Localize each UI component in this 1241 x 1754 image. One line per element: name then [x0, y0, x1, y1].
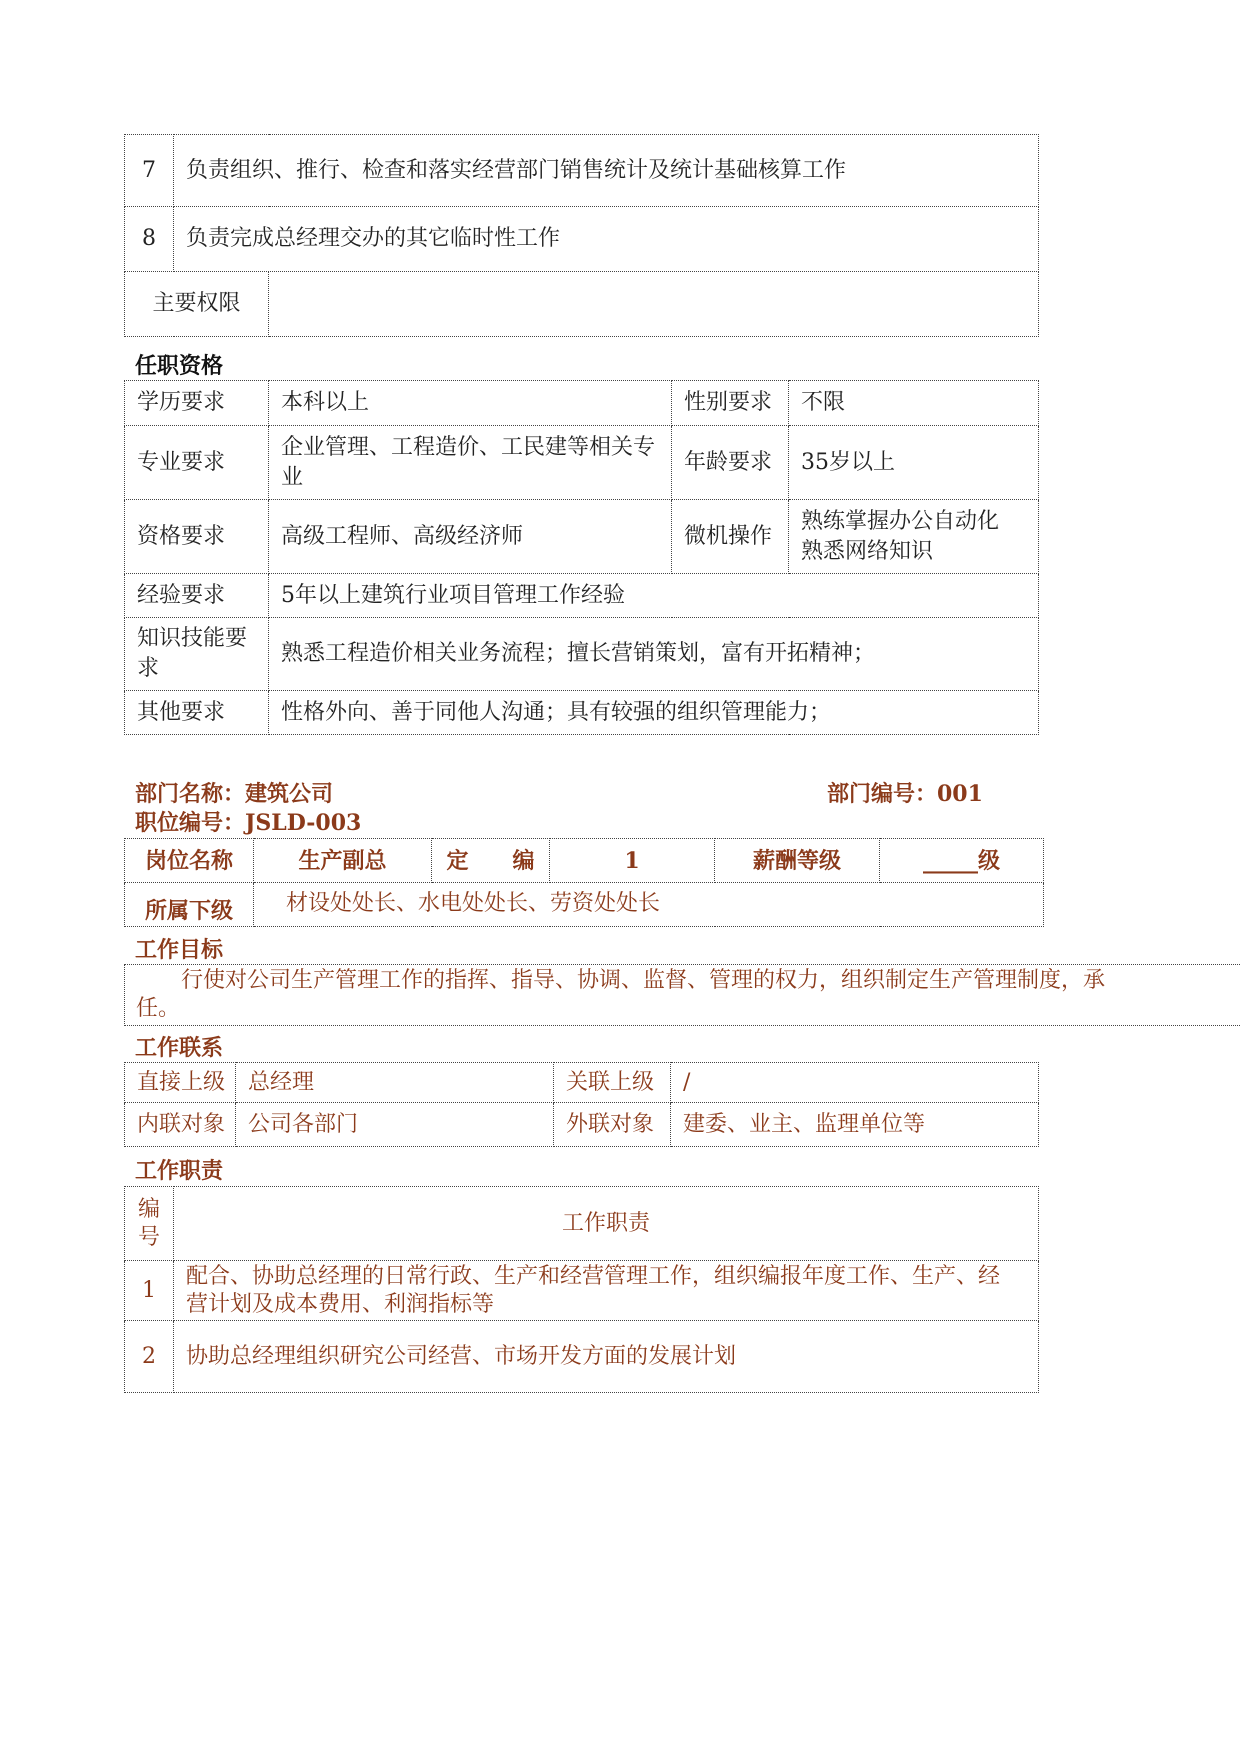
education-label: 学历要求 [125, 381, 269, 426]
qualifications-heading: 任职资格 [135, 353, 224, 379]
duty-num: 2 [125, 1321, 174, 1393]
relations-table [124, 1062, 1039, 1147]
quota-label: 定 编 [432, 839, 550, 883]
dept-name: 部门名称：建筑公司 [135, 781, 334, 807]
table-row [125, 1187, 1039, 1261]
other-label: 其他要求 [125, 691, 269, 735]
table-row [125, 426, 1039, 500]
dept-code: 部门编号：001 [827, 781, 983, 807]
duties-table [124, 1186, 1039, 1393]
duty-num: 7 [125, 135, 174, 207]
subordinates-value: 材设处处长、水电处处长、劳资处处长 [254, 883, 1044, 927]
relations-heading: 工作联系 [135, 1035, 224, 1061]
table-row [125, 135, 1039, 207]
table-row [125, 207, 1039, 272]
duty-text: 协助总经理组织研究公司经营、市场开发方面的发展计划 [174, 1321, 1039, 1393]
other-value: 性格外向、善于同他人沟通；具有较强的组织管理能力； [269, 691, 1039, 735]
authority-value [269, 272, 1039, 337]
computer-line-2: 熟悉网络知识 [801, 538, 934, 564]
direct-value: 总经理 [236, 1063, 554, 1103]
table-row [125, 618, 1039, 691]
salary-value: _____级 [880, 839, 1044, 883]
top-duties-table [124, 134, 1039, 337]
duty-text [174, 1261, 1039, 1321]
age-label: 年龄要求 [672, 426, 789, 500]
goal-line-1: 行使对公司生产管理工作的指挥、指导、协调、监督、管理的权力，组织制定生产管理制度，承 [181, 968, 1106, 993]
internal-value: 公司各部门 [236, 1103, 554, 1147]
duty-num: 1 [125, 1261, 174, 1321]
skills-value: 熟悉工程造价相关业务流程；擅长营销策划，富有开拓精神； [269, 618, 1039, 691]
major-value: 企业管理、工程造价、工民建等相关专业 [269, 426, 672, 500]
table-row [125, 1103, 1039, 1147]
goal-line-2: 任。 [136, 996, 181, 1021]
duty-num: 8 [125, 207, 174, 272]
assoc-value: / [671, 1063, 1039, 1103]
duties-text-header: 工作职责 [174, 1187, 1039, 1261]
authority-label: 主要权限 [125, 272, 269, 337]
gender-label: 性别要求 [672, 381, 789, 426]
table-row [125, 1321, 1039, 1393]
education-value: 本科以上 [269, 381, 672, 426]
duty-text-line-2: 营计划及成本费用、利润指标等 [186, 1291, 495, 1317]
table-row [125, 883, 1044, 927]
internal-label: 内联对象 [125, 1103, 236, 1147]
goal-box [124, 964, 1241, 1026]
goal-heading: 工作目标 [135, 937, 224, 963]
computer-label: 微机操作 [672, 500, 789, 574]
qualifications-table [124, 380, 1039, 735]
quota-value: 1 [550, 839, 715, 883]
title-value: 生产副总 [254, 839, 432, 883]
skills-label: 知识技能要求 [125, 618, 269, 691]
table-row [125, 839, 1044, 883]
duty-text: 负责完成总经理交办的其它临时性工作 [174, 207, 1039, 272]
position-table [124, 838, 1044, 927]
duty-text-line-1: 配合、协助总经理的日常行政、生产和经营管理工作，组织编报年度工作、生产、经 [186, 1263, 1001, 1289]
duties-num-header [125, 1187, 174, 1261]
direct-label: 直接上级 [125, 1063, 236, 1103]
position-code: 职位编号：JSLD-003 [135, 810, 362, 836]
table-row [125, 1261, 1039, 1321]
external-label: 外联对象 [554, 1103, 671, 1147]
gender-value: 不限 [789, 381, 1039, 426]
table-row [125, 574, 1039, 618]
table-row [125, 381, 1039, 426]
salary-label: 薪酬等级 [715, 839, 880, 883]
external-value: 建委、业主、监理单位等 [671, 1103, 1039, 1147]
table-row [125, 272, 1039, 337]
duties-num-header-line-1: 编 [137, 1196, 160, 1222]
experience-label: 经验要求 [125, 574, 269, 618]
table-row [125, 1063, 1039, 1103]
title-label: 岗位名称 [125, 839, 254, 883]
computer-line-1: 熟练掌握办公自动化 [801, 508, 1000, 534]
computer-value [789, 500, 1039, 574]
major-label: 专业要求 [125, 426, 269, 500]
duties-heading: 工作职责 [135, 1158, 224, 1184]
table-row [125, 500, 1039, 574]
assoc-label: 关联上级 [554, 1063, 671, 1103]
cert-value: 高级工程师、高级经济师 [269, 500, 672, 574]
experience-value: 5年以上建筑行业项目管理工作经验 [269, 574, 1039, 618]
duty-text: 负责组织、推行、检查和落实经营部门销售统计及统计基础核算工作 [174, 135, 1039, 207]
table-row [125, 691, 1039, 735]
duties-num-header-line-2: 号 [137, 1224, 160, 1250]
age-value: 35岁以上 [789, 426, 1039, 500]
subordinates-label: 所属下级 [125, 883, 254, 927]
cert-label: 资格要求 [125, 500, 269, 574]
